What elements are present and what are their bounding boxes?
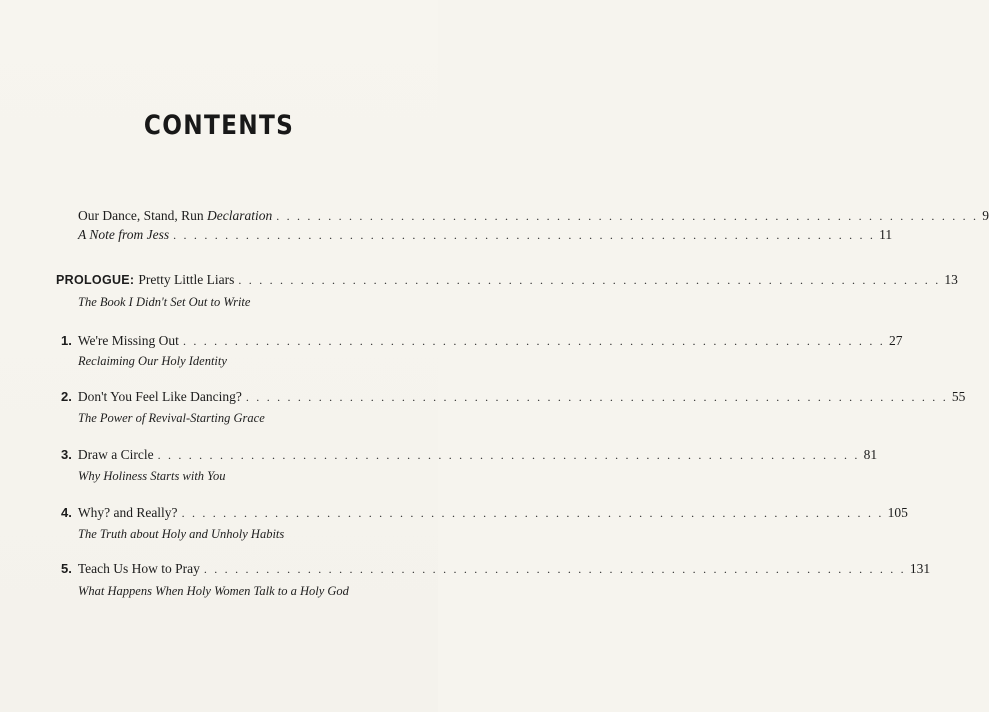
leader-dots: . . . . . . . . . . . . . . . . . . . . . . . . . . . . . . . . . . . . . . . . . . . . . . . . . . . . . . . . . . . . . . . . . . . . [157,448,860,462]
leader-dots: . . . . . . . . . . . . . . . . . . . . . . . . . . . . . . . . . . . . . . . . . . . . . . . . . . . . . . . . . . . . . . . . . . . . [182,334,885,348]
page-title: CONTENTS [143,110,295,141]
page-number: 81 [863,447,878,462]
entry-subtitle: The Truth about Holy and Unholy Habits [78,527,285,541]
toc-entry-chapter-1 [61,333,903,349]
leader-dots: . . . . . . . . . . . . . . . . . . . . . . . . . . . . . . . . . . . . . . . . . . . . . . . . . . . . . . . . . . . . . . . . . . . . [276,209,979,223]
chapter-number: 4. [61,505,72,520]
entry-title: Draw a Circle [77,447,154,462]
entry-subtitle: The Book I Didn't Set Out to Write [78,295,251,309]
chapter-number: 1. [61,333,72,348]
leader-dots: . . . . . . . . . . . . . . . . . . . . . . . . . . . . . . . . . . . . . . . . . . . . . . . . . . . . . . . . . . . . . . . . . . . . [203,562,906,576]
page-number: 131 [909,561,931,576]
page-number: 13 [944,272,958,287]
leader-dots: . . . . . . . . . . . . . . . . . . . . . . . . . . . . . . . . . . . . . . . . . . . . . . . . . . . . . . . . . . . . . . . . . . . . [245,390,948,404]
entry-title: We're Missing Out [77,333,179,348]
page-number: 9 [982,208,989,223]
chapter-number: 3. [61,447,72,462]
page-number: 105 [887,505,908,520]
chapter-number: 5. [61,561,72,576]
toc-entry-prologue [56,272,958,288]
leader-dots: . . . . . . . . . . . . . . . . . . . . . . . . . . . . . . . . . . . . . . . . . . . . . . . . . . . . . . . . . . . . . . . . . . . . [173,228,876,242]
leader-dots: . . . . . . . . . . . . . . . . . . . . . . . . . . . . . . . . . . . . . . . . . . . . . . . . . . . . . . . . . . . . . . . . . . . . [181,506,884,520]
entry-title: Why? and Really? [77,505,178,520]
entry-subtitle: The Power of Revival-Starting Grace [78,411,265,425]
toc-entry-note [78,227,893,243]
toc-entry-chapter-5 [61,561,931,577]
page-number: 27 [888,333,903,348]
entry-title: Pretty Little Liars [138,272,235,287]
toc-entry-declaration [78,208,989,224]
entry-title: Don't You Feel Like Dancing? [77,389,242,404]
page-number: 11 [879,227,893,242]
entry-title-plain: Our Dance, Stand, Run [78,208,207,223]
entry-title-italic: Declaration [206,208,273,223]
entry-title: A Note from Jess [78,227,170,242]
chapter-number: 2. [61,389,72,404]
entry-subtitle: What Happens When Holy Women Talk to a Holy God [78,584,349,598]
page-number: 55 [951,389,966,404]
toc-entry-chapter-3 [61,447,878,463]
entry-subtitle: Reclaiming Our Holy Identity [78,354,227,368]
prologue-label: PROLOGUE: [56,273,135,287]
toc-entry-chapter-4 [61,505,908,521]
entry-subtitle: Why Holiness Starts with You [78,469,226,483]
toc-entry-chapter-2 [61,389,966,405]
leader-dots: . . . . . . . . . . . . . . . . . . . . . . . . . . . . . . . . . . . . . . . . . . . . . . . . . . . . . . . . . . . . . . . . . . . . [238,273,941,287]
entry-title: Teach Us How to Pray [77,561,200,576]
entry-title [78,208,272,224]
